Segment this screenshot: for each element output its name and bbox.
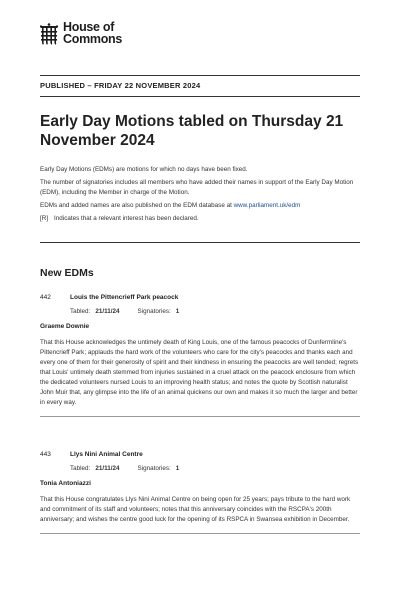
intro-section (40, 165, 360, 227)
logo-line-1: House of (63, 20, 115, 34)
logo-wordmark (63, 21, 122, 45)
intro-paragraph-2: The number of signatories includes all members who have added their names in support of the Early Day Motion (EDM), including the Member in charge of the Motion. (40, 179, 354, 196)
page-title: Early Day Motions tabled on Thursday 21 November 2024 (40, 113, 344, 149)
tabled-date: 21/11/24 (95, 308, 120, 315)
edm-entry (40, 294, 360, 417)
published-line: PUBLISHED – FRIDAY 22 NOVEMBER 2024 (40, 81, 201, 90)
edm-divider (40, 416, 360, 417)
edm-sponsor: Graeme Downie (40, 323, 90, 330)
edm-number: 443 (40, 451, 51, 458)
edm-header (40, 294, 360, 301)
signatories-count: 1 (175, 308, 180, 315)
edm-entry (40, 451, 360, 534)
edm-title: Llys Nini Animal Centre (70, 451, 143, 458)
edm-number: 442 (40, 294, 51, 301)
edm-divider (40, 533, 360, 534)
top-divider (40, 75, 360, 76)
intro-divider (40, 242, 360, 243)
edm-text: That this House acknowledges the untimely death of King Louis, one of the famous peacocks of Dunfermline's Pittencrieff Park; applauds the hard work of the volunteers who care for the city's peacocks and thanks each and every one of them for their generosity of spirit and their kindness in ensuring the peacocks are well tended; regrets that Louis' untimely death stemmed from injuries sustained in a cruel attack on the peacock enclosure from which the dedicated volunteers nursed Louis to an improving health status; and notes the quote by Scottish naturalist John Muir that, any glimpse into the life of an animal quickens our own and makes it so much the larger and better in every way. (40, 339, 359, 406)
signatories-label: Signatories: (137, 465, 171, 472)
relevant-interest-text: Indicates that a relevant interest has been declared. (54, 215, 199, 222)
house-of-commons-logo (40, 21, 122, 45)
edm-meta (70, 308, 360, 315)
signatories-label: Signatories: (137, 308, 171, 315)
edm-text: That this House congratulates Llys Nini Animal Centre on being open for 25 years; pays tribute to the hard work and commitment of its staff and volunteers; notes that this anniversary coincides with the RSCPA's 200th anniversary; and wishes the centre good luck for the opening of its RSPCA in Swansea exhibition in December. (40, 496, 351, 523)
signatories-count: 1 (175, 465, 180, 472)
relevant-interest-mark: [R] (40, 215, 49, 222)
edm-meta (70, 465, 360, 472)
section-title: New EDMs (40, 267, 94, 279)
tabled-label: Tabled: (70, 308, 91, 315)
relevant-interest-note (40, 214, 360, 224)
edm-database-link[interactable]: www.parliament.uk/edm (233, 202, 301, 209)
intro-paragraph-1: Early Day Motions (EDMs) are motions for which no days have been fixed. (40, 166, 248, 173)
logo-line-2: Commons (63, 32, 123, 46)
tabled-label: Tabled: (70, 465, 91, 472)
portcullis-icon (40, 23, 58, 45)
header-divider (40, 96, 360, 97)
tabled-date: 21/11/24 (95, 465, 120, 472)
edm-header (40, 451, 360, 458)
intro-paragraph-3-text: EDMs and added names are also published on the EDM database at (40, 202, 234, 209)
edm-title: Louis the Pittencrieff Park peacock (70, 294, 179, 301)
intro-paragraph-3 (40, 201, 360, 211)
edm-sponsor: Tonia Antoniazzi (40, 480, 91, 487)
